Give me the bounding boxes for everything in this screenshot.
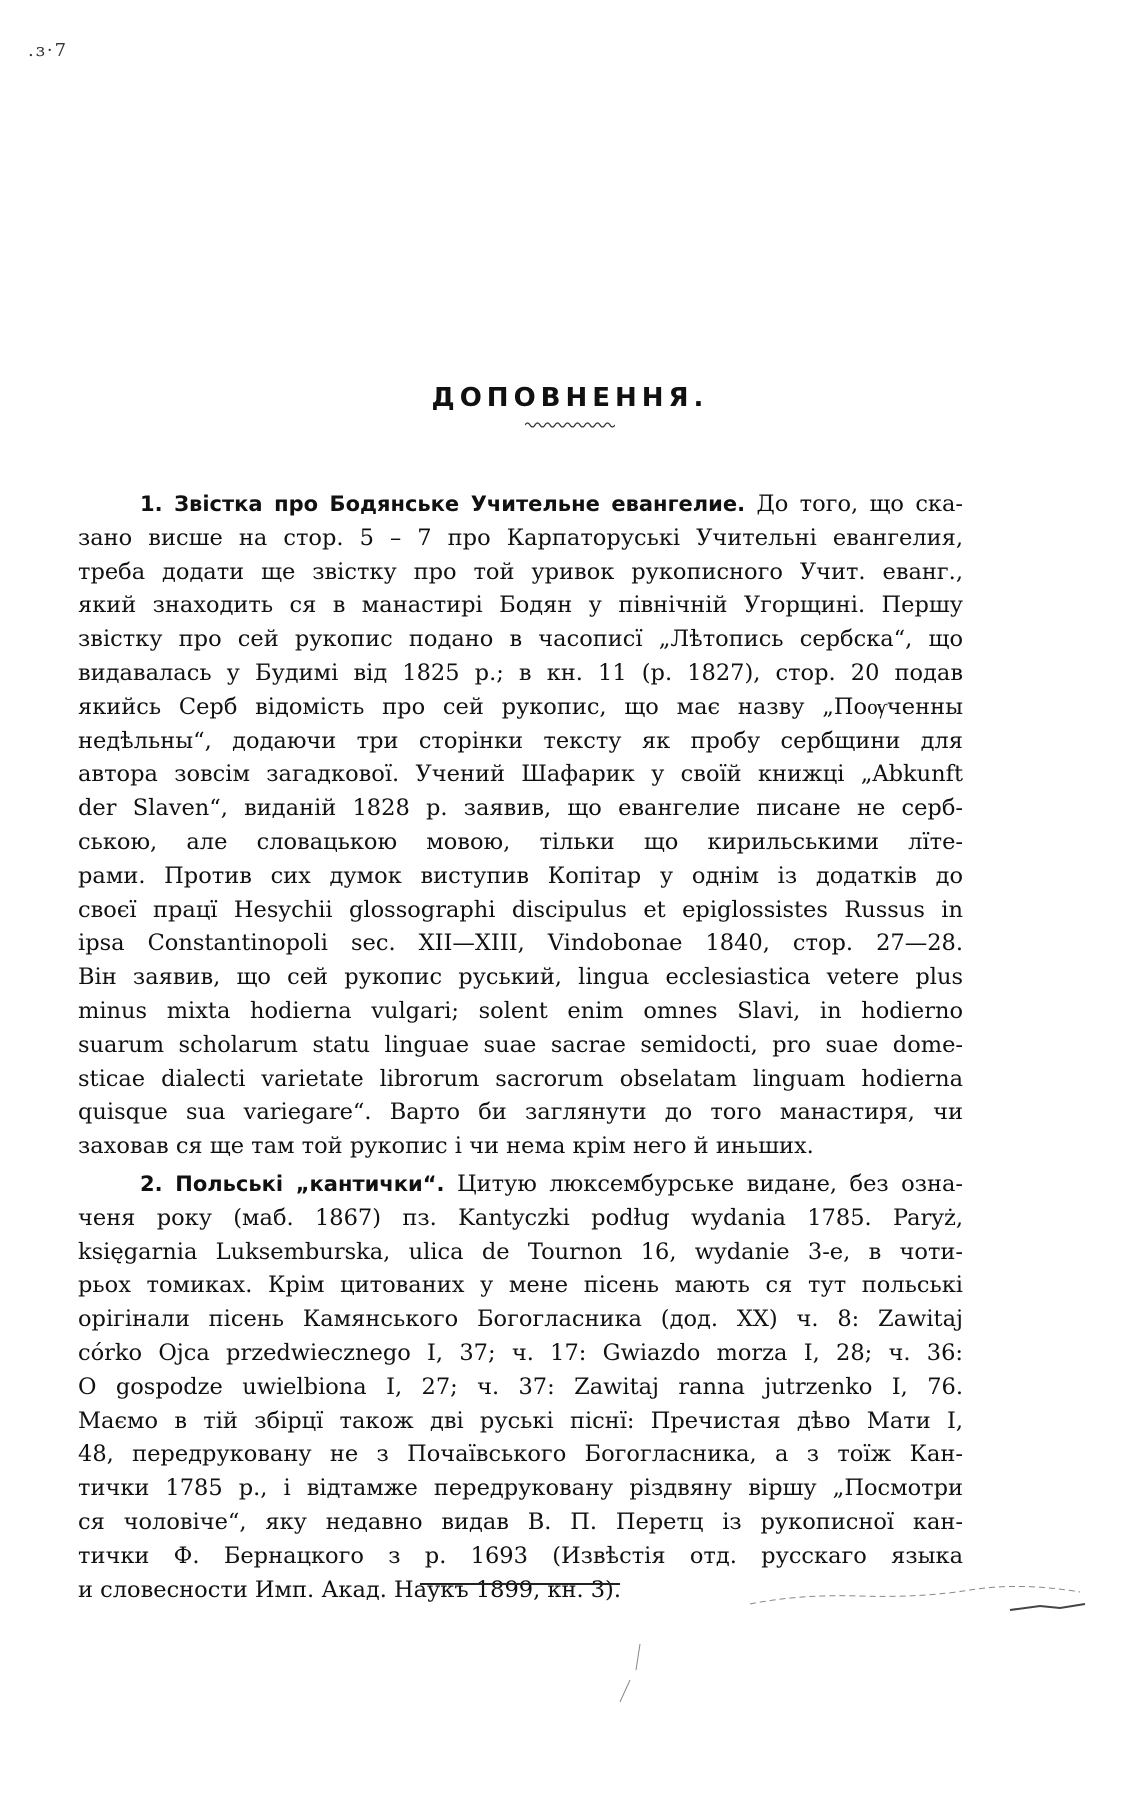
wavy-line-ornament bbox=[525, 420, 615, 430]
text-line: quisque sua variegare“. Варто би заглянути до того манастиря, чи bbox=[78, 1099, 963, 1126]
text-line: заховав ся ще там той рукопис і чи нема крім него й иньших. bbox=[78, 1133, 814, 1160]
text-line: księgarnia Luksemburska, ulica de Tournon 16, wydanie 3-e, в чоти- bbox=[78, 1238, 963, 1265]
text-line: тички Ф. Бернацкого з р. 1693 (Извѣстія отд. русскаго языка bbox=[78, 1542, 963, 1569]
heading-ornament bbox=[0, 420, 1140, 430]
section-2-title: 2. Польські „кантички“. bbox=[140, 1171, 445, 1196]
text-line: видавалась у Будимі від 1825 р.; в кн. 11 (р. 1827), стор. 20 подав bbox=[78, 659, 963, 686]
text-line: suarum scholarum statu linguae suae sacrae semidocti, pro suae dome- bbox=[78, 1031, 963, 1058]
text-line: тички 1785 р., і відтамже передруковану різдвяну віршу „Посмотри bbox=[78, 1475, 963, 1502]
pencil-scribble-mark bbox=[740, 1560, 1110, 1620]
text-line: и словесности Имп. Акад. Наукъ 1899, кн. 3). bbox=[78, 1576, 621, 1603]
text-line: До того, що ска- bbox=[745, 491, 964, 517]
article-body bbox=[78, 488, 963, 1607]
text-line: орігінали пісень Камянського Богогласника (дод. XX) ч. 8: Zawitaj bbox=[78, 1306, 963, 1333]
text-line: якийсь Серб відомість про сей рукопис, що має назву „Поѹченны bbox=[78, 693, 963, 720]
page-corner-mark: .ɜ·7 bbox=[28, 40, 69, 61]
text-line: Він заявив, що сей рукопис руський, lingua ecclesiastica vetere plus bbox=[78, 964, 963, 991]
text-line: 48, передруковану не з Почаївського Богогласника, а з тоїж Кан- bbox=[78, 1441, 963, 1468]
text-line: автора зовсім загадкової. Учений Шафарик у своїй книжці „Abkunft bbox=[78, 761, 963, 788]
text-line: рами. Против сих думок виступив Копітар у однім із додатків до bbox=[78, 862, 963, 889]
text-line: ченя року (маб. 1867) пз. Kantyczki podług wydania 1785. Paryż, bbox=[78, 1204, 963, 1231]
text-line: Цитую люксембурське видане, без озна- bbox=[444, 1170, 963, 1197]
page-title: ДОПОВНЕННЯ. bbox=[431, 383, 709, 413]
text-line: sticae dialecti varietate librorum sacrorum obselatam linguam hodierna bbox=[78, 1065, 963, 1092]
text-line: ся чоловіче“, яку недавно видав В. П. Перетц із рукописної кан- bbox=[78, 1508, 963, 1535]
text-line: ською, але словацькою мовою, тільки що кирильськими лїте- bbox=[78, 828, 963, 855]
text-line: O gospodze uwielbiona I, 27; ч. 37: Zawitaj ranna jutrzenko I, 76. bbox=[78, 1373, 963, 1400]
section-1-heading-line bbox=[78, 488, 963, 522]
text-line: рьох томиках. Крім цитованих у мене пісень мають ся тут польські bbox=[78, 1272, 963, 1299]
end-rule-divider bbox=[420, 1583, 620, 1585]
text-line: своєї працї Hesychii glossographi discipulus et epiglossistes Russus in bbox=[78, 896, 963, 923]
pencil-tick-mark bbox=[610, 1640, 650, 1710]
text-line: Маємо в тій збірцї також дві руські піснї: Пречистая дѣво Мати I, bbox=[78, 1407, 963, 1434]
text-line: який знаходить ся в манастирі Бодян у північній Угорщині. Першу bbox=[78, 592, 963, 619]
text-line: звістку про сей рукопис подано в часописї „Лѣтопись сербска“, що bbox=[78, 626, 963, 653]
section-1-title: 1. Звістка про Бодянське Учительне евангелие. bbox=[140, 492, 746, 516]
text-line: der Slaven“, виданій 1828 р. заявив, що евангелие писане не серб- bbox=[78, 795, 963, 822]
section-2-heading-line bbox=[78, 1168, 963, 1202]
text-line: недѣльны“, додаючи три сторінки тексту як пробу сербщини для bbox=[78, 727, 963, 754]
text-line: треба додати ще звістку про той уривок рукописного Учит. еванг., bbox=[78, 558, 963, 585]
text-line: зано висше на стор. 5 – 7 про Карпаторуські Учительні евангелия, bbox=[78, 524, 963, 551]
text-line: minus mixta hodierna vulgari; solent enim omnes Slavi, in hodierno bbox=[78, 997, 963, 1024]
text-line: córko Ojca przedwiecznego I, 37; ч. 17: Gwiazdo morza I, 28; ч. 36: bbox=[78, 1339, 963, 1366]
text-line: ipsa Constantinopoli sec. XII—XIII, Vindobonae 1840, стор. 27—28. bbox=[78, 930, 963, 957]
